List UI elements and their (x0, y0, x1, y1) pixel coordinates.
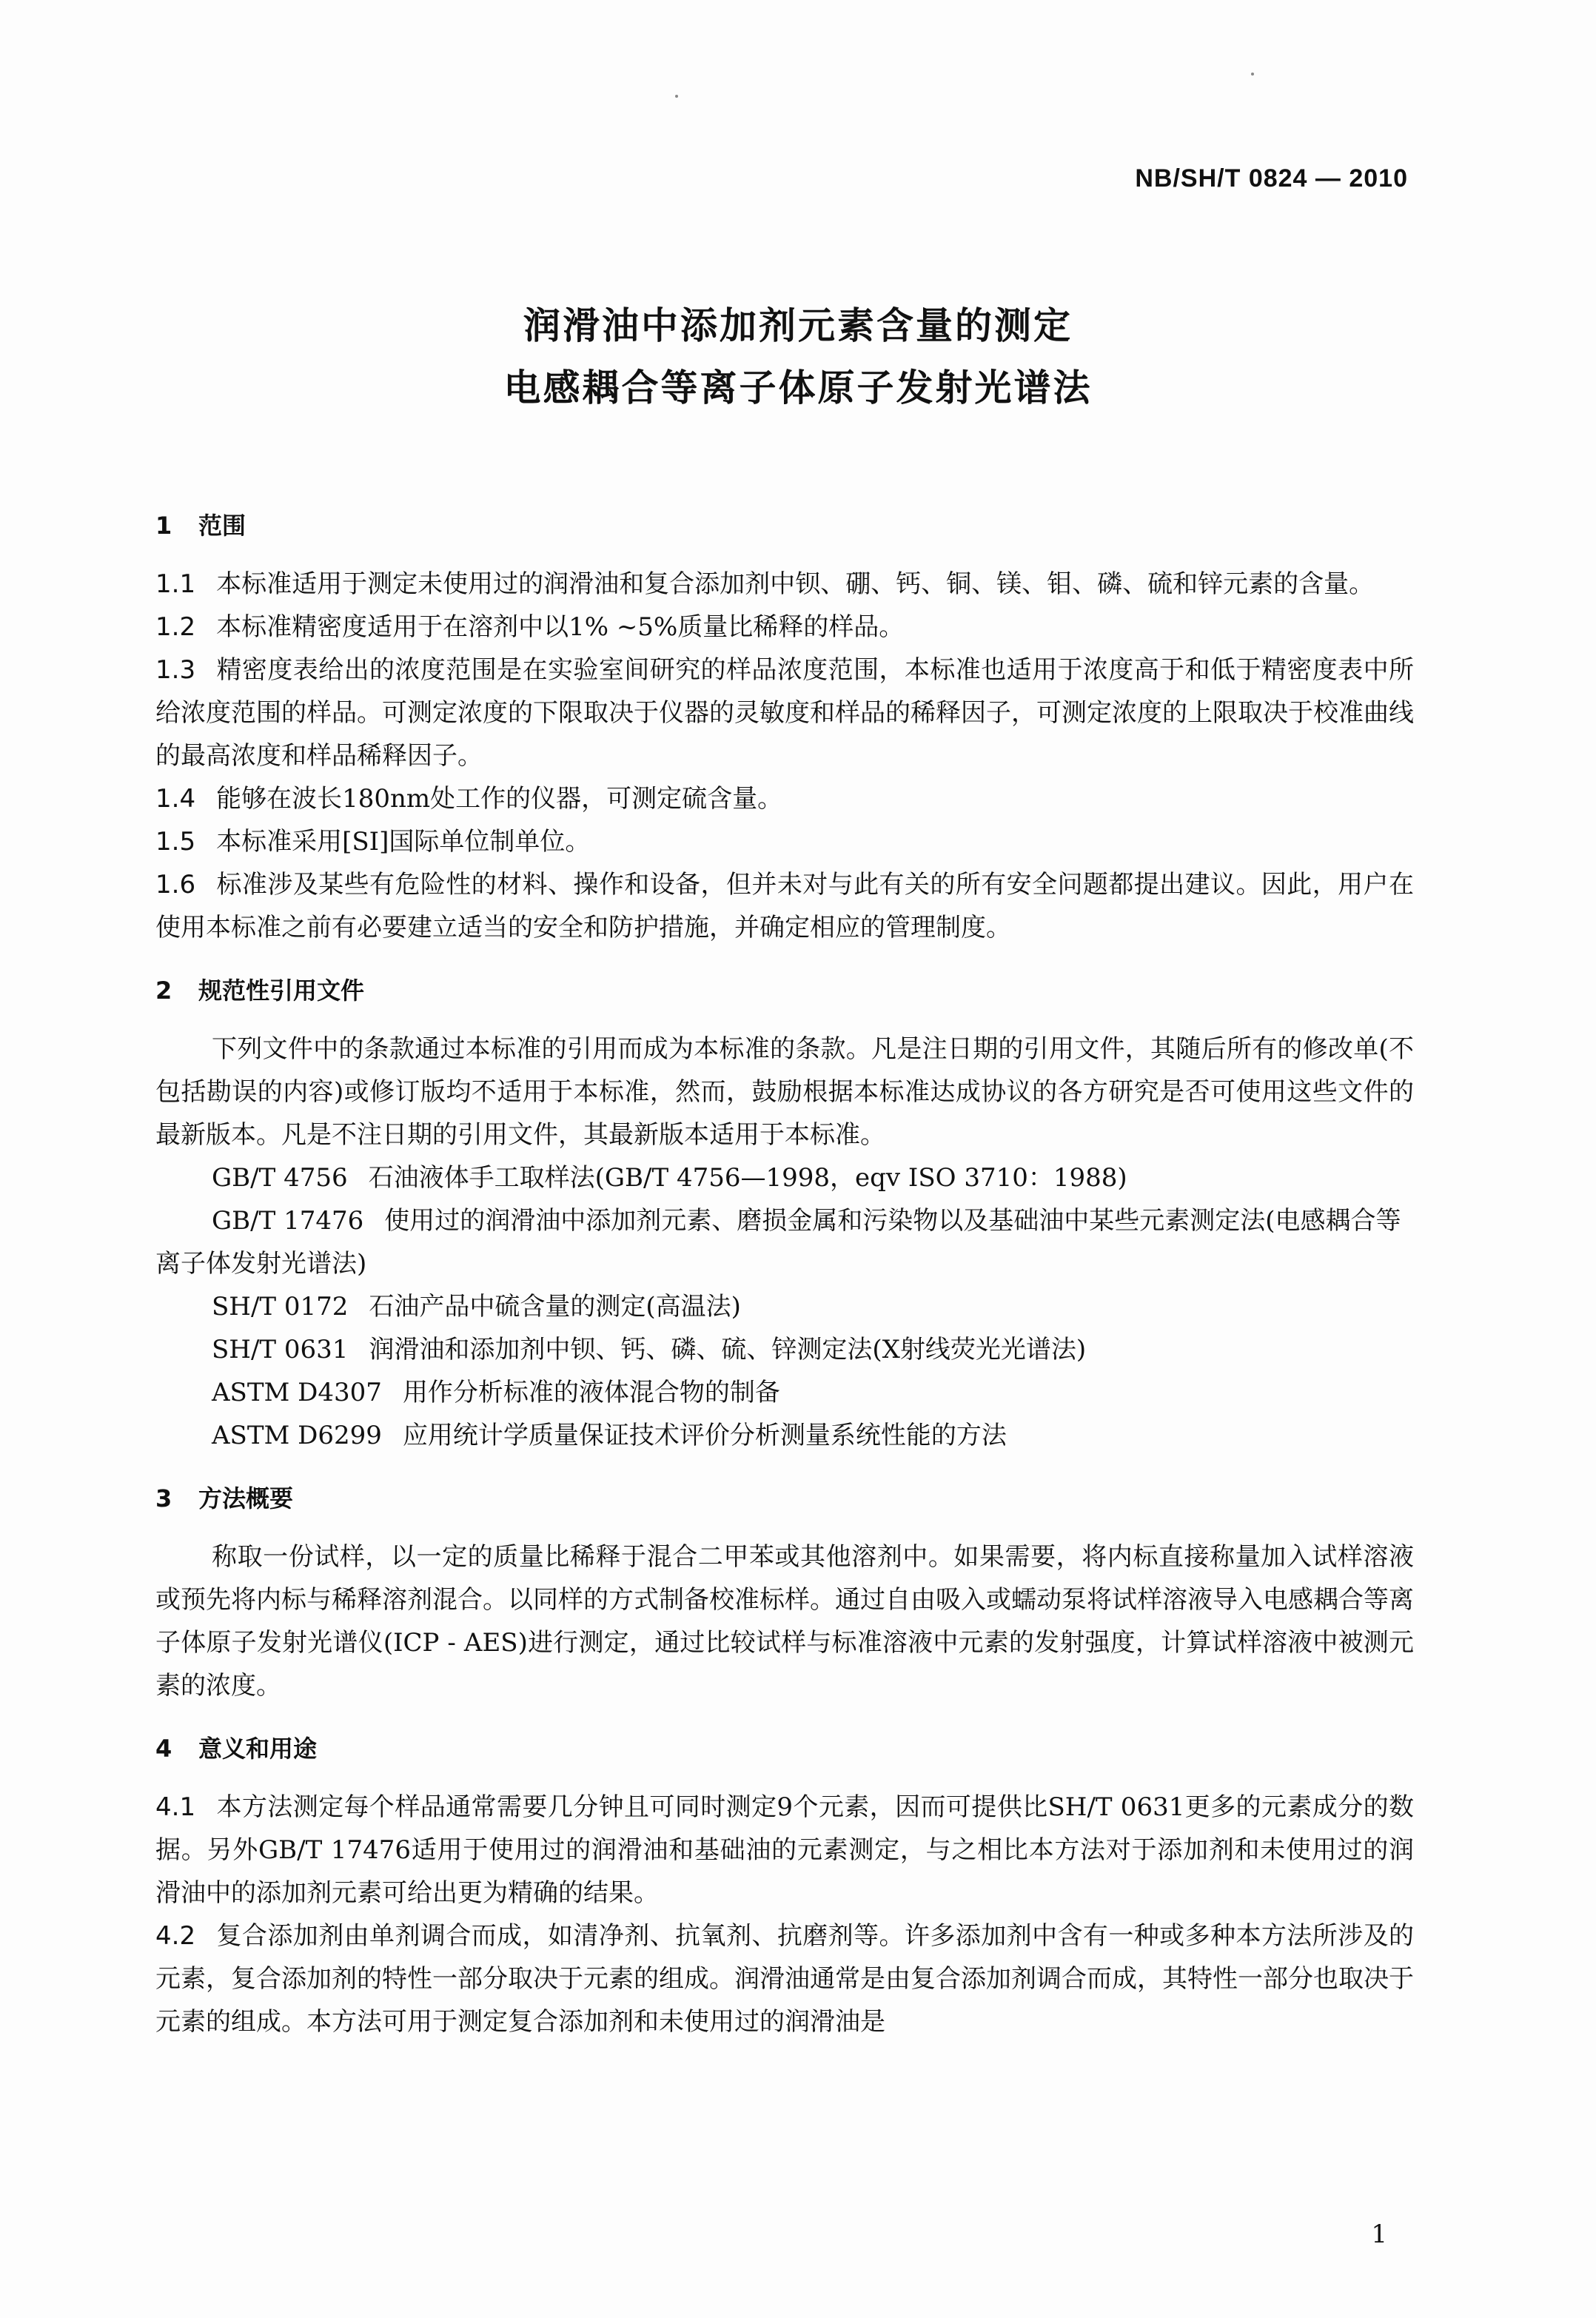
reference-code: ASTM D4307 (212, 1378, 382, 1407)
normative-reference (155, 1285, 1414, 1328)
section-number: 4 (155, 1735, 172, 1763)
section-number: 1 (155, 512, 172, 540)
clause-text: 精密度表给出的浓度范围是在实验室间研究的样品浓度范围，本标准也适用于浓度高于和低于精密度表中所给浓度范围的样品。可测定浓度的下限取决于仪器的灵敏度和样品的稀释因子，可测定浓度的上限取决于校准曲线的最高浓度和样品稀释因子。 (155, 655, 1414, 771)
clause-number: 1.2 (155, 612, 196, 642)
clause-number: 1.3 (155, 655, 196, 685)
section-2-heading (155, 970, 1414, 1011)
normative-reference (155, 1199, 1414, 1285)
scan-speck (675, 95, 678, 98)
document-body (155, 498, 1414, 2043)
clause-text: 本标准采用[SI]国际单位制单位。 (216, 827, 591, 857)
clause-1-5 (155, 820, 1414, 863)
normative-reference (155, 1328, 1414, 1371)
clause-4-2 (155, 1915, 1414, 2043)
section-title: 意义和用途 (198, 1735, 318, 1763)
clause-text: 能够在波长180nm处工作的仪器，可测定硫含量。 (216, 784, 783, 814)
reference-code: ASTM D6299 (212, 1421, 382, 1450)
clause-text: 本方法测定每个样品通常需要几分钟且可同时测定9个元素，因而可提供比SH/T 0631更多的元素成分的数据。另外GB/T 17476适用于使用过的润滑油和基础油的元素测定，与之相比本方法对于添加剂和未使用过的润滑油中的添加剂元素可给出更为精确的结果。 (155, 1792, 1414, 1908)
clause-number: 1.6 (155, 870, 196, 900)
reference-title: 石油产品中硫含量的测定(高温法) (369, 1292, 741, 1322)
section-3-text: 称取一份试样，以一定的质量比稀释于混合二甲苯或其他溶剂中。如果需要，将内标直接称量加入试样溶液或预先将内标与稀释溶剂混合。以同样的方式制备校准标样。通过自由吸入或蠕动泵将试样溶液导入电感耦合等离子体原子发射光谱仪(ICP - AES)进行测定，通过比较试样与标准溶液中元素的发射强度，计算试样溶液中被测元素的浓度。 (155, 1542, 1414, 1701)
section-title: 规范性引用文件 (198, 977, 365, 1005)
reference-code: GB/T 17476 (212, 1206, 364, 1236)
normative-reference (155, 1414, 1414, 1457)
section-number: 2 (155, 977, 172, 1005)
section-title: 范围 (198, 512, 247, 540)
reference-code: SH/T 0631 (212, 1335, 349, 1364)
section-number: 3 (155, 1484, 172, 1513)
clause-text: 本标准精密度适用于在溶剂中以1% ~5%质量比稀释的样品。 (216, 612, 905, 642)
section-1-heading (155, 505, 1414, 546)
clause-1-6 (155, 863, 1414, 949)
clause-1-1 (155, 563, 1414, 606)
normative-reference (155, 1371, 1414, 1414)
reference-title: 应用统计学质量保证技术评价分析测量系统性能的方法 (402, 1421, 1007, 1450)
clause-number: 1.5 (155, 827, 196, 857)
clause-number: 4.1 (155, 1792, 196, 1822)
clause-text: 标准涉及某些有危险性的材料、操作和设备，但并未对与此有关的所有安全问题都提出建议。因此，用户在使用本标准之前有必要建立适当的安全和防护措施，并确定相应的管理制度。 (155, 870, 1414, 942)
document-title (0, 295, 1596, 419)
section-title: 方法概要 (198, 1484, 294, 1513)
clause-text: 本标准适用于测定未使用过的润滑油和复合添加剂中钡、硼、钙、铜、镁、钼、磷、硫和锌元素的含量。 (216, 569, 1375, 599)
section-3-heading (155, 1478, 1414, 1519)
normative-reference (155, 1156, 1414, 1199)
title-line-1: 润滑油中添加剂元素含量的测定 (523, 304, 1073, 347)
reference-title: 使用过的润滑油中添加剂元素、磨损金属和污染物以及基础油中某些元素测定法(电感耦合等离子体发射光谱法) (155, 1206, 1401, 1279)
reference-title: 润滑油和添加剂中钡、钙、磷、硫、锌测定法(X射线荧光光谱法) (369, 1335, 1087, 1364)
reference-title: 石油液体手工取样法(GB/T 4756—1998，eqv ISO 3710：1988) (368, 1163, 1127, 1193)
clause-number: 1.4 (155, 784, 196, 814)
standard-code: NB/SH/T 0824 — 2010 (1135, 164, 1408, 192)
clause-1-2 (155, 606, 1414, 649)
reference-title: 用作分析标准的液体混合物的制备 (402, 1378, 780, 1407)
reference-code: GB/T 4756 (212, 1163, 348, 1193)
reference-code: SH/T 0172 (212, 1292, 349, 1322)
clause-1-4 (155, 777, 1414, 820)
scan-speck (1251, 73, 1254, 76)
title-line-2: 电感耦合等离子体原子发射光谱法 (503, 366, 1093, 409)
clause-number: 4.2 (155, 1921, 196, 1951)
section-4-heading (155, 1728, 1414, 1769)
page-number: 1 (1371, 2220, 1387, 2249)
clause-number: 1.1 (155, 569, 196, 599)
clause-4-1 (155, 1786, 1414, 1915)
section-2-intro: 下列文件中的条款通过本标准的引用而成为本标准的条款。凡是注日期的引用文件，其随后所有的修改单(不包括勘误的内容)或修订版均不适用于本标准，然而，鼓励根据本标准达成协议的各方研究是否可使用这些文件的最新版本。凡是不注日期的引用文件，其最新版本适用于本标准。 (155, 1034, 1414, 1150)
clause-text: 复合添加剂由单剂调合而成，如清净剂、抗氧剂、抗磨剂等。许多添加剂中含有一种或多种本方法所涉及的元素，复合添加剂的特性一部分取决于元素的组成。润滑油通常是由复合添加剂调合而成，其特性一部分也取决于元素的组成。本方法可用于测定复合添加剂和未使用过的润滑油是 (155, 1921, 1414, 2037)
clause-1-3 (155, 649, 1414, 777)
